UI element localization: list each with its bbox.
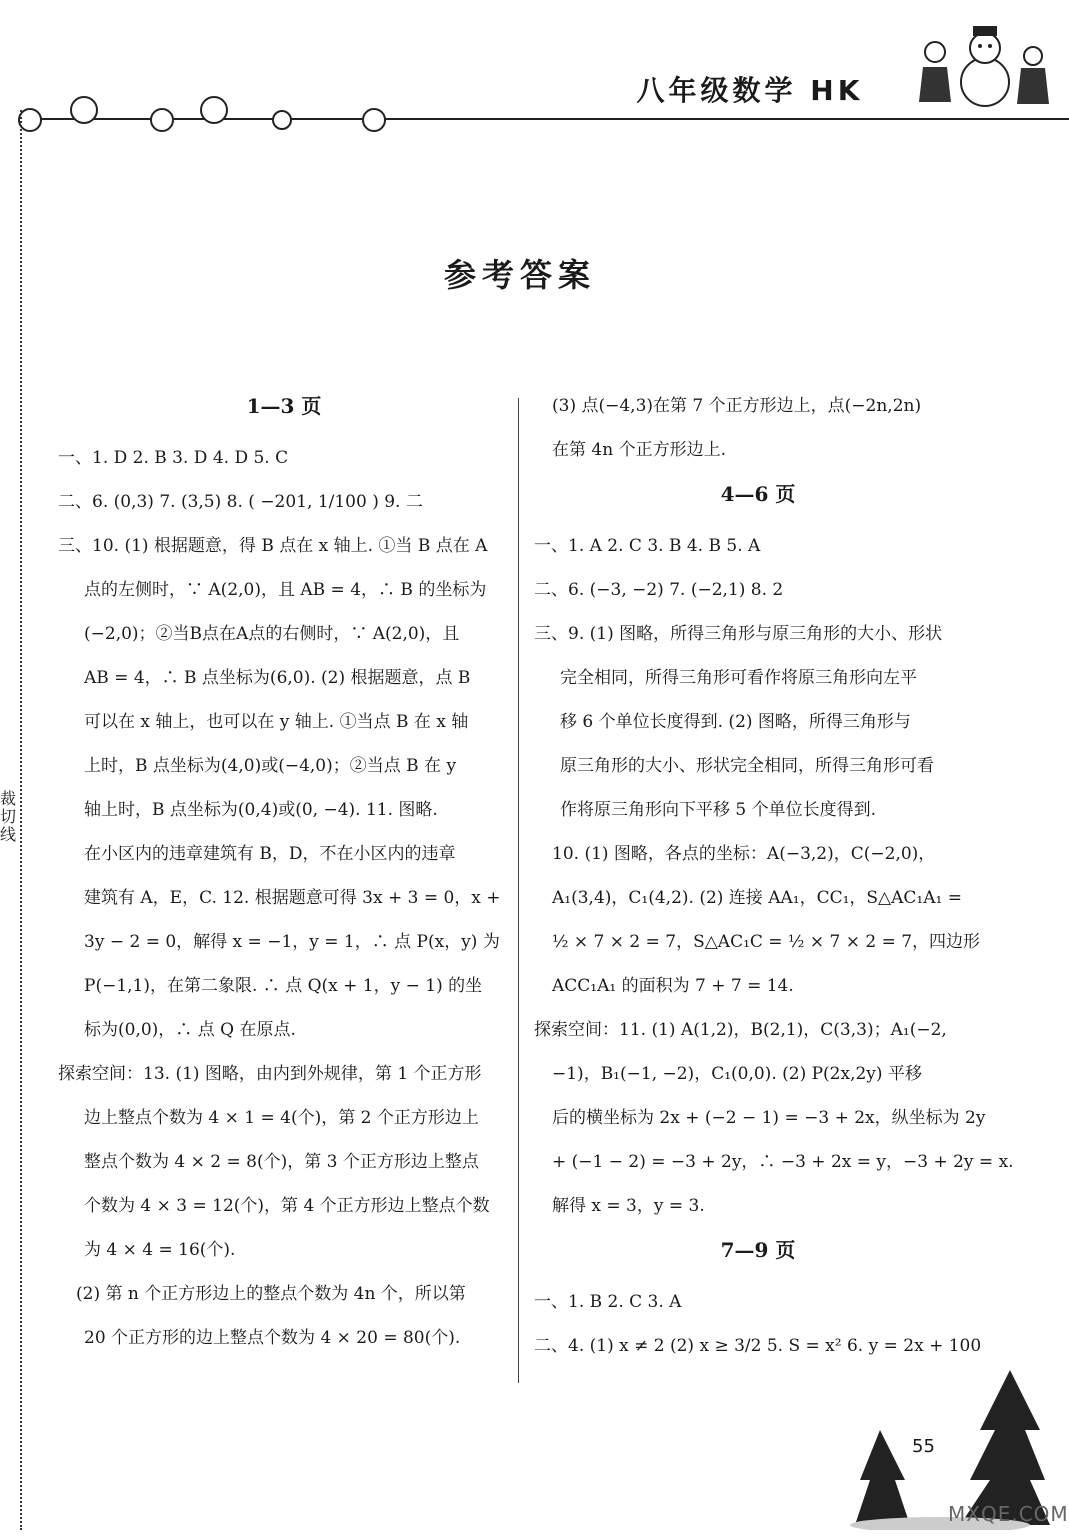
answer-line: 一、1. D 2. B 3. D 4. D 5. C bbox=[58, 448, 289, 468]
answer-line: 在第 4n 个正方形边上. bbox=[552, 440, 726, 460]
answer-line: (3) 点(−4,3)在第 7 个正方形边上，点(−2n,2n) bbox=[552, 396, 922, 416]
answer-line: 二、4. (1) x ≠ 2 (2) x ≥ 3/2 5. S = x² 6. y = 2x + 100 bbox=[534, 1336, 982, 1356]
section-title: 7—9 页 bbox=[720, 1238, 796, 1262]
section-title: 4—6 页 bbox=[720, 482, 796, 506]
answer-line: 边上整点个数为 4 × 1 = 4(个)，第 2 个正方形边上 bbox=[84, 1108, 479, 1128]
answer-line: AB = 4，∴ B 点坐标为(6,0). (2) 根据题意，点 B bbox=[84, 668, 471, 688]
decor-circle bbox=[200, 96, 228, 124]
column-divider bbox=[518, 398, 519, 1383]
answer-line: ACC₁A₁ 的面积为 7 + 7 = 14. bbox=[552, 976, 794, 996]
answer-line: (2) 第 n 个正方形边上的整点个数为 4n 个，所以第 bbox=[76, 1284, 466, 1304]
answer-line: 后的横坐标为 2x + (−2 − 1) = −3 + 2x，纵坐标为 2y bbox=[552, 1108, 986, 1128]
answer-line: 作将原三角形向下平移 5 个单位长度得到. bbox=[560, 800, 877, 820]
answer-line: ½ × 7 × 2 = 7，S△AC₁C = ½ × 7 × 2 = 7，四边形 bbox=[552, 932, 981, 952]
answer-line: 可以在 x 轴上，也可以在 y 轴上. ①当点 B 在 x 轴 bbox=[84, 712, 469, 732]
section-title: 1—3 页 bbox=[246, 394, 322, 418]
answer-line: 标为(0,0)，∴ 点 Q 在原点. bbox=[84, 1020, 296, 1040]
header-rule bbox=[30, 118, 1069, 120]
answer-line: 原三角形的大小、形状完全相同，所得三角形可看 bbox=[560, 756, 934, 776]
answer-line: 探索空间：13. (1) 图略，由内到外规律，第 1 个正方形 bbox=[58, 1064, 482, 1084]
answer-line: 为 4 × 4 = 16(个). bbox=[84, 1240, 236, 1260]
snowman-children-illustration bbox=[905, 12, 1055, 112]
answer-line: (−2,0)；②当B点在A点的右侧时，∵ A(2,0)，且 bbox=[84, 624, 460, 644]
answer-line: 个数为 4 × 3 = 12(个)，第 4 个正方形边上整点个数 bbox=[84, 1196, 490, 1216]
page-number: 55 bbox=[912, 1436, 935, 1457]
answer-line: 解得 x = 3，y = 3. bbox=[552, 1196, 705, 1216]
answer-line: + (−1 − 2) = −3 + 2y，∴ −3 + 2x = y，−3 + 2y = x. bbox=[552, 1152, 1014, 1172]
answer-line: −1)，B₁(−1, −2)，C₁(0,0). (2) P(2x,2y) 平移 bbox=[552, 1064, 922, 1084]
answer-line: 二、6. (0,3) 7. (3,5) 8. ( −201, 1/100 ) 9. 二 bbox=[58, 492, 423, 512]
answer-line: 20 个正方形的边上整点个数为 4 × 20 = 80(个). bbox=[84, 1328, 461, 1348]
answer-line: 10. (1) 图略，各点的坐标：A(−3,2)，C(−2,0)， bbox=[552, 844, 936, 864]
answer-line: A₁(3,4)，C₁(4,2). (2) 连接 AA₁，CC₁，S△AC₁A₁ = bbox=[552, 888, 962, 908]
answer-line: 建筑有 A，E，C. 12. 根据题意可得 3x + 3 = 0，x + bbox=[84, 888, 501, 908]
right-column bbox=[534, 388, 1014, 1372]
decor-circle bbox=[362, 108, 386, 132]
answer-line: 三、10. (1) 根据题意，得 B 点在 x 轴上. ①当 B 点在 A bbox=[58, 536, 488, 556]
decor-circle bbox=[272, 110, 292, 130]
answer-line: 轴上时，B 点坐标为(0,4)或(0, −4). 11. 图略. bbox=[84, 800, 438, 820]
header-title: 八年级数学 HK bbox=[636, 74, 864, 107]
answer-line: 一、1. A 2. C 3. B 4. B 5. A bbox=[534, 536, 761, 556]
cut-line-label: 裁切线 bbox=[0, 789, 17, 844]
answer-line: 三、9. (1) 图略，所得三角形与原三角形的大小、形状 bbox=[534, 624, 943, 644]
decor-circle bbox=[150, 108, 174, 132]
watermark: MXQE.COM bbox=[948, 1502, 1069, 1526]
answer-line: 点的左侧时，∵ A(2,0)，且 AB = 4，∴ B 的坐标为 bbox=[84, 580, 487, 600]
answer-line: 移 6 个单位长度得到. (2) 图略，所得三角形与 bbox=[560, 712, 911, 732]
answer-line: 3y − 2 = 0，解得 x = −1，y = 1，∴ 点 P(x，y) 为 bbox=[84, 932, 500, 952]
decor-circle bbox=[70, 96, 98, 124]
cut-line bbox=[20, 110, 22, 1530]
answer-line: 上时，B 点坐标为(4,0)或(−4,0)；②当点 B 在 y bbox=[84, 756, 457, 776]
answer-line: 完全相同，所得三角形可看作将原三角形向左平 bbox=[560, 668, 917, 688]
answer-line: P(−1,1)，在第二象限. ∴ 点 Q(x + 1，y − 1) 的坐 bbox=[84, 976, 483, 996]
answer-line: 整点个数为 4 × 2 = 8(个)，第 3 个正方形边上整点 bbox=[84, 1152, 479, 1172]
left-column bbox=[58, 388, 510, 1364]
answer-line: 二、6. (−3, −2) 7. (−2,1) 8. 2 bbox=[534, 580, 784, 600]
answer-line: 探索空间：11. (1) A(1,2)，B(2,1)，C(3,3)；A₁(−2, bbox=[534, 1020, 947, 1040]
page-title: 参考答案 bbox=[443, 256, 596, 294]
answer-line: 一、1. B 2. C 3. A bbox=[534, 1292, 682, 1312]
answer-line: 在小区内的违章建筑有 B，D，不在小区内的违章 bbox=[84, 844, 456, 864]
